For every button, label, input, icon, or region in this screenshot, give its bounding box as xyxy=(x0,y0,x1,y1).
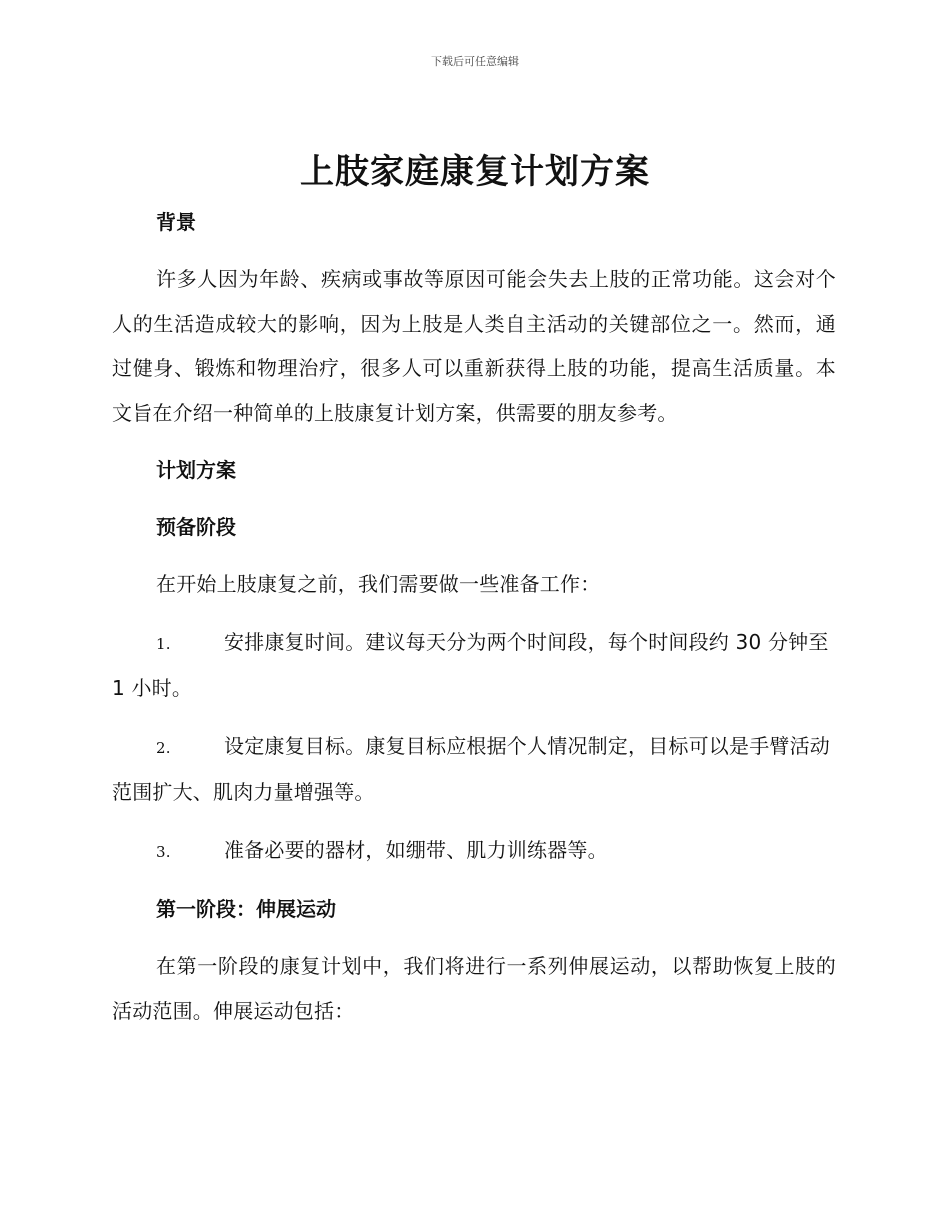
section-heading-background: 背景 xyxy=(156,210,196,234)
background-paragraph: 许多人因为年龄、疾病或事故等原因可能会失去上肢的正常功能。这会对个人的生活造成较大的影响，因为上肢是人类自主活动的关键部位之一。然而，通过健身、锻炼和物理治疗，很多人可以重新获得上肢的功能，提高生活质量。本文旨在介绍一种简单的上肢康复计划方案，供需要的朋友参考。 xyxy=(112,267,836,425)
list-item xyxy=(112,828,836,875)
section-heading-prep: 预备阶段 xyxy=(156,515,236,539)
section-heading-stage1: 第一阶段：伸展运动 xyxy=(156,897,336,921)
prep-intro-paragraph: 在开始上肢康复之前，我们需要做一些准备工作： xyxy=(156,572,601,596)
list-item-number: 1. xyxy=(156,634,171,653)
list-item-number: 2. xyxy=(156,738,171,757)
document-title: 上肢家庭康复计划方案 xyxy=(300,152,650,192)
list-item-number: 3. xyxy=(156,842,171,861)
list-item-text: 设定康复目标。康复目标应根据个人情况制定，目标可以是手臂活动范围扩大、肌肉力量增强等。 xyxy=(112,733,830,804)
list-item-text: 准备必要的器材，如绷带、肌力训练器等。 xyxy=(224,837,608,862)
page-header-note: 下载后可任意编辑 xyxy=(431,55,519,68)
list-item xyxy=(112,620,836,711)
section-heading-plan: 计划方案 xyxy=(156,458,236,482)
stage1-paragraph: 在第一阶段的康复计划中，我们将进行一系列伸展运动，以帮助恢复上肢的活动范围。伸展运动包括： xyxy=(112,954,836,1023)
list-item-text: 安排康复时间。建议每天分为两个时间段，每个时间段约 30 分钟至 1 小时。 xyxy=(112,629,829,700)
document-body xyxy=(112,200,836,1033)
list-item xyxy=(112,724,836,815)
